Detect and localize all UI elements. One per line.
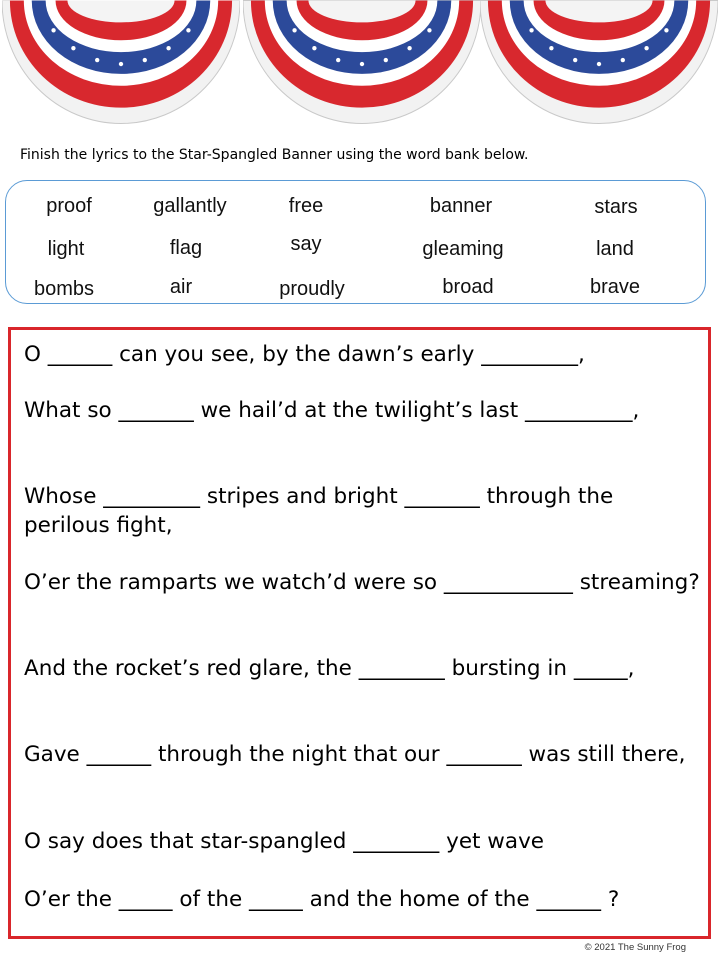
lyric-line: O ______ can you see, by the dawn’s early _________, <box>24 342 585 367</box>
word-bank-item: banner <box>429 195 493 217</box>
word-bank-item: air <box>169 276 193 298</box>
bunting-header <box>0 0 720 135</box>
word-bank-item: brave <box>589 276 641 298</box>
lyrics-worksheet <box>8 327 711 939</box>
word-bank-item: light <box>47 238 85 260</box>
word-bank-item: proof <box>46 195 92 217</box>
word-bank-item: free <box>288 195 324 217</box>
word-bank-item: land <box>596 238 634 260</box>
word-bank-item: bombs <box>33 278 95 300</box>
lyric-line: O’er the ramparts we watch’d were so ____________ streaming? <box>24 570 700 595</box>
lyric-line: Whose _________ stripes and bright _______ through the perilous fight, <box>24 484 614 538</box>
lyric-line: O say does that star-spangled ________ yet wave <box>24 829 545 854</box>
lyric-line: Gave ______ through the night that our _______ was still there, <box>24 742 686 767</box>
patriotic-bunting-icon <box>480 0 718 132</box>
lyric-line: What so _______ we hail’d at the twilight’s last __________, <box>24 398 640 423</box>
instruction-text: Finish the lyrics to the Star-Spangled Banner using the word bank below. <box>20 147 529 163</box>
word-bank-item: broad <box>442 276 494 298</box>
word-bank-item: gleaming <box>422 238 504 260</box>
word-bank-item: proudly <box>279 278 345 300</box>
lyric-line: And the rocket’s red glare, the ________ bursting in _____, <box>24 656 635 681</box>
word-bank-item: flag <box>169 237 203 259</box>
copyright-notice: © 2021 The Sunny Frog <box>584 942 686 953</box>
word-bank-item: gallantly <box>153 195 227 217</box>
word-bank-item: say <box>290 233 322 255</box>
lyric-line: O’er the _____ of the _____ and the home of the ______ ? <box>24 887 620 912</box>
word-bank <box>5 180 706 304</box>
patriotic-bunting-icon <box>243 0 481 132</box>
word-bank-item: stars <box>594 196 638 218</box>
patriotic-bunting-icon <box>2 0 240 132</box>
